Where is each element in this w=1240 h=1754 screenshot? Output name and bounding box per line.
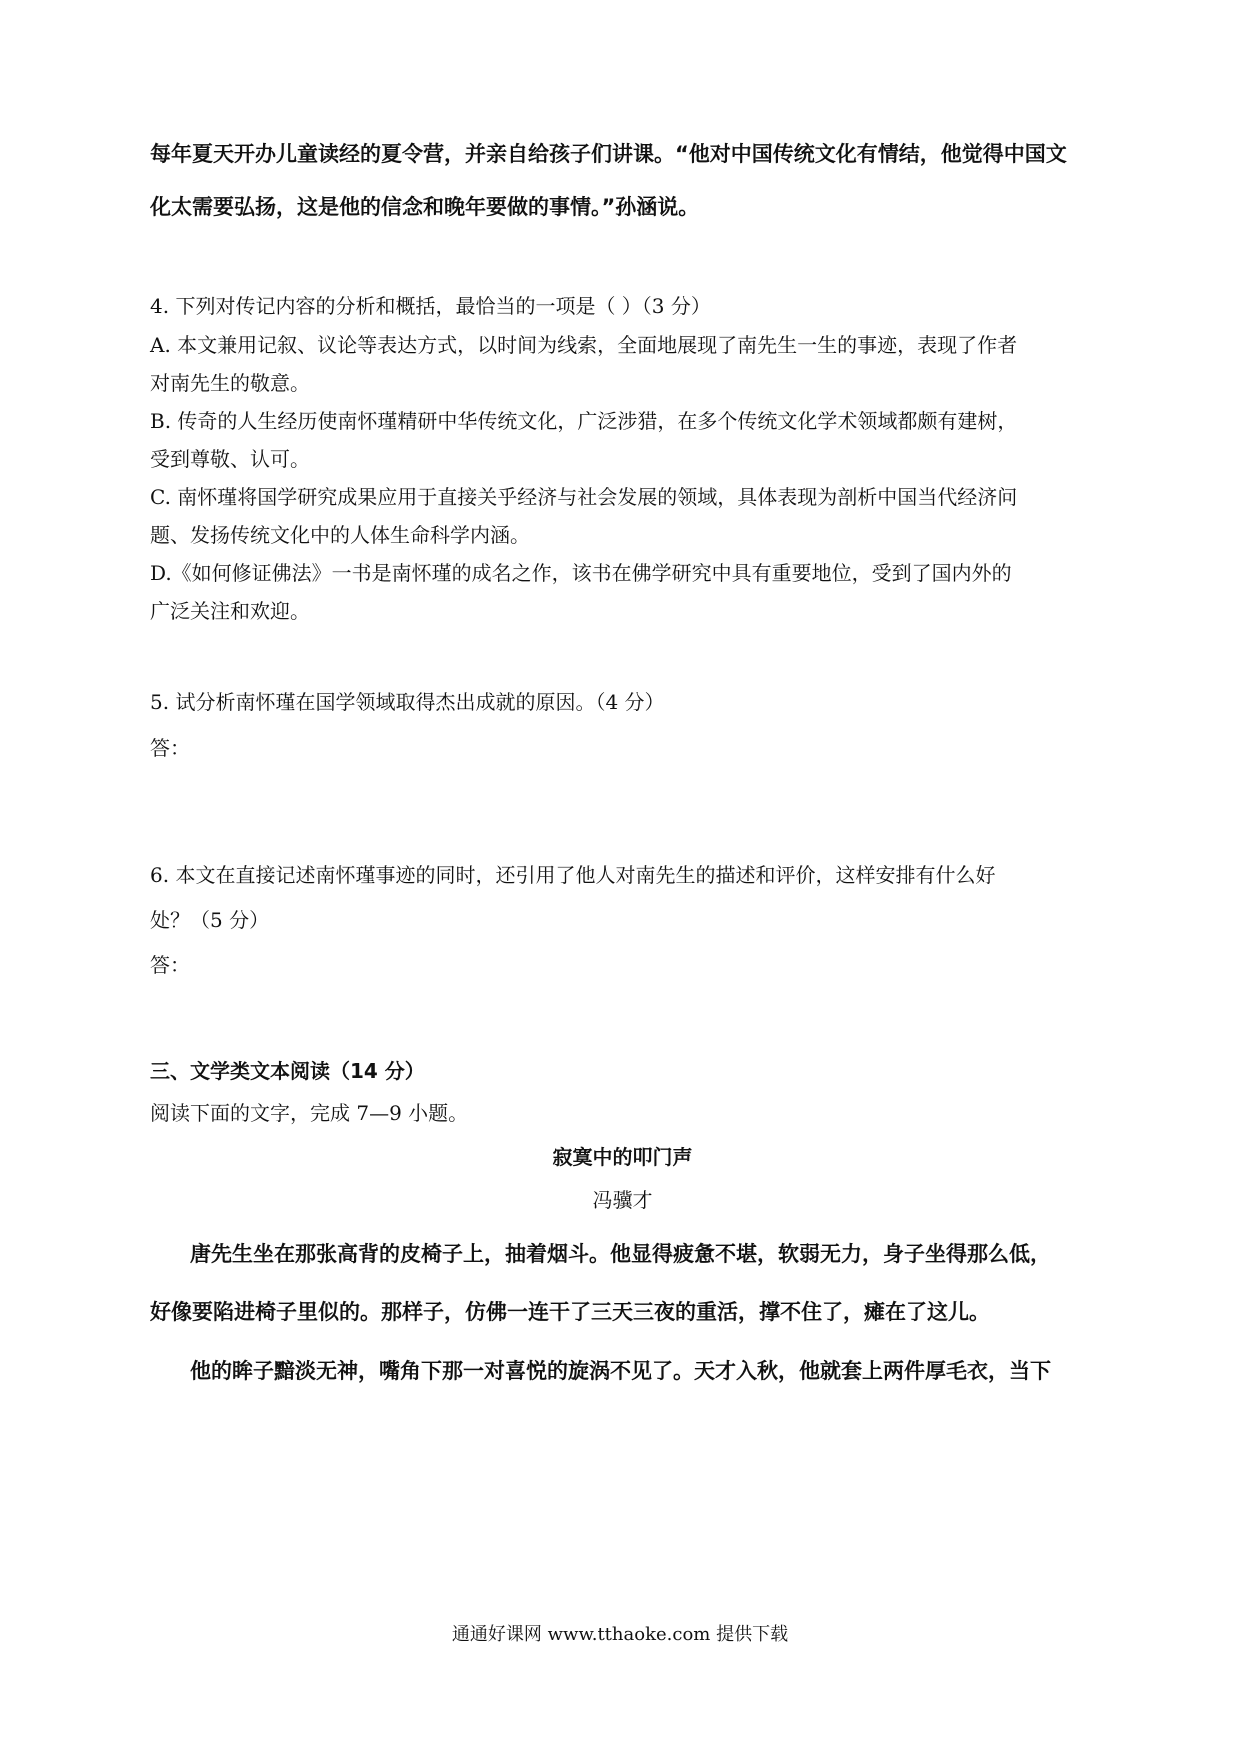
essay-paragraph-1-line-1: 唐先生坐在那张高背的皮椅子上，抽着烟斗。他显得疲惫不堪，软弱无力，身子坐得那么低，: [190, 1242, 1051, 1266]
question-4-option-d: D.《如何修证佛法》一书是南怀瑾的成名之作，该书在佛学研究中具有重要地位，受到了国内外的: [150, 561, 1012, 585]
essay-paragraph-1-line-2: 好像要陷进椅子里似的。那样子，仿佛一连干了三天三夜的重活，撑不住了，瘫在了这儿。: [150, 1300, 990, 1324]
essay-paragraph-2-line-1: 他的眸子黯淡无神，嘴角下那一对喜悦的旋涡不见了。天才入秋，他就套上两件厚毛衣，当下: [190, 1359, 1051, 1383]
section-3-title: 三、文学类文本阅读（14 分）: [150, 1059, 425, 1083]
question-4-option-a: A. 本文兼用记叙、议论等表达方式，以时间为线索，全面地展现了南先生一生的事迹，表现了作者: [150, 333, 1018, 357]
essay-author: 冯骥才: [592, 1188, 653, 1212]
question-6-stem-line-1: 6. 本文在直接记述南怀瑾事迹的同时，还引用了他人对南先生的描述和评价，这样安排有什么好: [150, 863, 996, 887]
question-4-option-d-cont: 广泛关注和欢迎。: [150, 599, 310, 623]
question-4-option-c-cont: 题、发扬传统文化中的人体生命科学内涵。: [150, 523, 530, 547]
question-4-option-b: B. 传奇的人生经历使南怀瑾精研中华传统文化，广泛涉猎，在多个传统文化学术领域都颇有建树，: [150, 409, 1018, 433]
section-3-instruction: 阅读下面的文字，完成 7—9 小题。: [150, 1101, 469, 1125]
question-5-stem: 5. 试分析南怀瑾在国学领域取得杰出成就的原因。（4 分）: [150, 690, 665, 714]
question-4-option-a-cont: 对南先生的敬意。: [150, 371, 310, 395]
passage-line-2: 化太需要弘扬，这是他的信念和晚年要做的事情。”孙涵说。: [150, 195, 700, 219]
question-5-answer-label: 答：: [150, 736, 190, 760]
question-4-option-c: C. 南怀瑾将国学研究成果应用于直接关乎经济与社会发展的领域，具体表现为剖析中国当代经济问: [150, 485, 1018, 509]
question-6-answer-label: 答：: [150, 953, 190, 977]
question-4-option-b-cont: 受到尊敬、认可。: [150, 447, 310, 471]
essay-title: 寂寞中的叩门声: [552, 1145, 693, 1169]
question-6-stem-line-2: 处？（5 分）: [150, 908, 270, 932]
page-footer: 通通好课网 www.tthaoke.com 提供下载: [451, 1624, 789, 1645]
question-4-stem: 4. 下列对传记内容的分析和概括，最恰当的一项是（ ）（3 分）: [150, 294, 711, 318]
passage-line-1: 每年夏天开办儿童读经的夏令营，并亲自给孩子们讲课。“他对中国传统文化有情结，他觉得中国文: [150, 142, 1067, 166]
